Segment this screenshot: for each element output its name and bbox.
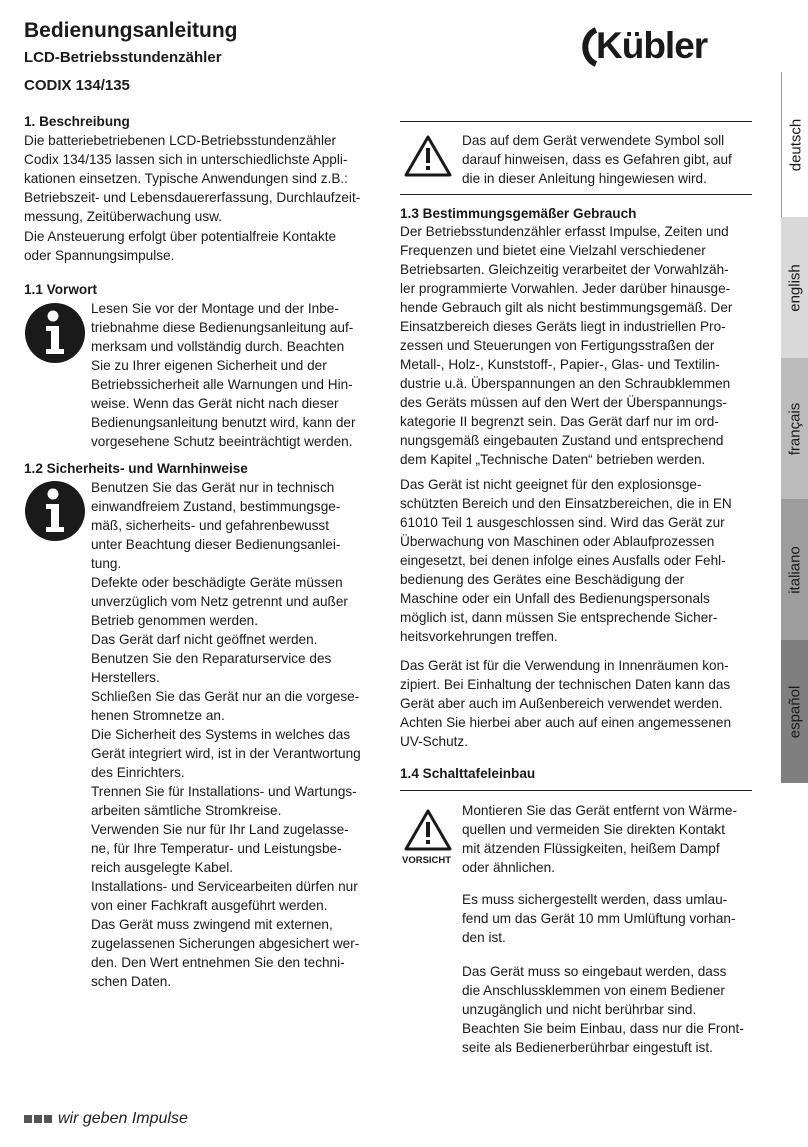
language-tab-label: français: [786, 402, 803, 455]
section-1-3-paragraph-2: Das Gerät ist nicht geeignet für den explosionsge- schützten Bereich und den Einsatzbereichen, die in EN 61010 Teil 1 ausgeschlossen sind. Wird das Gerät zur Überwachung von Maschinen oder Ablaufprozessen eingesetzt, bei denen infolge eines Ausfalls oder Fehl- bedienung des Gerätes eine Beschädigung der Maschine oder ein Unfall des Bedienungspersonals möglich ist, dann müssen Sie entsprechende Sicher- heitsvorkehrungen treffen.: [400, 477, 732, 644]
footer-square-icon: [24, 1115, 32, 1123]
section-1-3-paragraph-3: Das Gerät ist für die Verwendung in Innenräumen kon- zipiert. Bei Einhaltung der technischen Daten kann das Gerät aber auch im Außenbereich verwendet werden. Achten Sie hierbei aber auch auf einen angemessenen UV-Schutz.: [400, 658, 732, 749]
language-tab-italiano[interactable]: [781, 499, 808, 640]
section-1-1-text: Lesen Sie vor der Montage und der Inbe- triebnahme diese Bedienungsanleitung auf- merksam und vollständig durch. Beachten Sie zu Ihrer eigenen Sicherheit und der Betriebssicherheit alle Warnungen und Hin- weise. Wenn das Gerät nicht nach dieser Bedienungsanleitung benutzt wird, kann der vorgesehene Schutz beeinträchtigt werden.: [91, 301, 356, 449]
footer-square-icon: [34, 1115, 42, 1123]
section-1-4-rule: [400, 790, 752, 791]
footer-square-icon: [44, 1115, 52, 1123]
section-1-2-text: Benutzen Sie das Gerät nur in technisch einwandfreiem Zustand, bestimmungsge- mäß, sicherheits- und gefahrenbewusst unter Beachtung dieser Bedienungsanlei- tung. Defekte oder beschädigte Geräte müssen unverzüglich vom Netz getrennt und außer Betrieb genommen werden. Das Gerät darf nicht geöffnet werden. Benutzen Sie den Reparaturservice des Herstellers. Schließen Sie das Gerät nur an die vorgese- henen Stromnetze an. Die Sicherheit des Systems in welches das Gerät integriert wird, ist in der Verantwortung des Einrichters. Trennen Sie für Installations- und Wartungs- arbeiten sämtliche Stromkreise. Verwenden Sie nur für Ihr Land zugelasse- ne, für Ihre Temperatur- und Leistungsbe- reich ausgelegte Kabel. Installations- und Servicearbeiten dürfen nur von einer Fachkraft ausgeführt werden. Das Gerät muss zwingend mit externen, zugelassenen Sicherungen abgesichert wer- den. Den Wert entnehmen Sie den techni- schen Daten.: [91, 480, 361, 989]
footer-slogan-text: wir geben Impulse: [58, 1110, 188, 1127]
section-1-4-paragraph-1: Montieren Sie das Gerät entfernt von Wärme- quellen und vermeiden Sie direkten Kontakt mit ätzenden Flüssigkeiten, heißem Dampf oder ähnlichen.: [462, 803, 738, 875]
caution-label: VORSICHT: [402, 855, 452, 866]
language-tab-deutsch[interactable]: [781, 72, 808, 217]
page-title: Bedienungsanleitung: [24, 19, 238, 42]
footer-slogan: [24, 1110, 188, 1130]
warning-box-bottom-rule: [400, 194, 752, 195]
language-tab-label: english: [786, 263, 803, 312]
warning-box-top-rule: [400, 121, 752, 122]
language-tab-espanol[interactable]: [781, 640, 808, 783]
page-subtitle: LCD-Betriebsstundenzähler: [24, 49, 222, 66]
section-1-heading: 1. Beschreibung: [24, 114, 130, 129]
language-tab-label: deutsch: [787, 118, 804, 171]
warning-icon: [404, 134, 452, 178]
section-1-2-heading: 1.2 Sicherheits- und Warnhinweise: [24, 461, 248, 476]
info-icon: [24, 302, 86, 364]
warning-box-text: Das auf dem Gerät verwendete Symbol soll darauf hinweisen, dass es Gefahren gibt, auf die in dieser Anleitung hingewiesen wird.: [462, 133, 732, 186]
section-1-1-heading: 1.1 Vorwort: [24, 282, 98, 297]
language-tab-francais[interactable]: [781, 358, 808, 499]
language-tab-english[interactable]: [781, 217, 808, 358]
section-1-3-paragraph-1: Der Betriebsstundenzähler erfasst Impulse, Zeiten und Frequenzen und bietet eine Vielzahl verschiedener Betriebsarten. Gleichzeitig verarbeitet der Vorwahlzäh- ler programmierte Vorwahlen. Jeder darüber hinausge- hende Gebrauch gilt als nicht bestimmungsgemäß. Der Einsatzbereich dieses Geräts liegt in industriellen Pro- zessen und Steuerungen von Fertigungsstraßen der Metall-, Holz-, Kunststoff-, Papier-, Glas- und Textilin- dustrie u.ä. Überspannungen an den Schraubklemmen des Geräts müssen auf den Wert der Überspannungs- kategorie II begrenzt sein. Das Gerät darf nur im ord- nungsgemäß eingebauten Zustand und entsprechend dem Kapitel „Technische Daten“ betrieben werden.: [400, 224, 733, 467]
section-1-4-paragraph-3: Das Gerät muss so eingebaut werden, dass die Anschlussklemmen von einem Bediener unzugänglich und nicht berührbar sind. Beachten Sie beim Einbau, dass nur die Front- seite als Bedienerberührbar eingestuft ist.: [462, 964, 744, 1055]
caution-icon: [404, 808, 452, 852]
logo-wordmark: Kübler: [596, 25, 708, 66]
section-1-paragraph-2: Die Ansteuerung erfolgt über potentialfreie Kontakte oder Spannungsimpulse.: [24, 229, 337, 263]
section-1-4-paragraph-2: Es muss sichergestellt werden, dass umlau- fend um das Gerät 10 mm Umlüftung vorhan- den ist.: [462, 892, 736, 945]
section-1-3-heading: 1.3 Bestimmungsgemäßer Gebrauch: [400, 206, 637, 221]
info-icon: [24, 480, 86, 542]
model-name: CODIX 134/135: [24, 77, 130, 94]
section-1-4-heading: 1.4 Schalttafeleinbau: [400, 766, 536, 781]
language-tab-label: italiano: [786, 545, 803, 594]
language-tab-label: español: [786, 685, 803, 738]
kubler-logo: [578, 24, 750, 68]
section-1-paragraph-1: Die batteriebetriebenen LCD-Betriebsstundenzähler Codix 134/135 lassen sich in unterschiedlichste Appli- kationen einsetzen. Typische Anwendungen sind z.B.: Betriebszeit- und Lebensdauererfassung, Durchlaufzeit- messung, Zeitüberwachung usw.: [24, 133, 361, 224]
